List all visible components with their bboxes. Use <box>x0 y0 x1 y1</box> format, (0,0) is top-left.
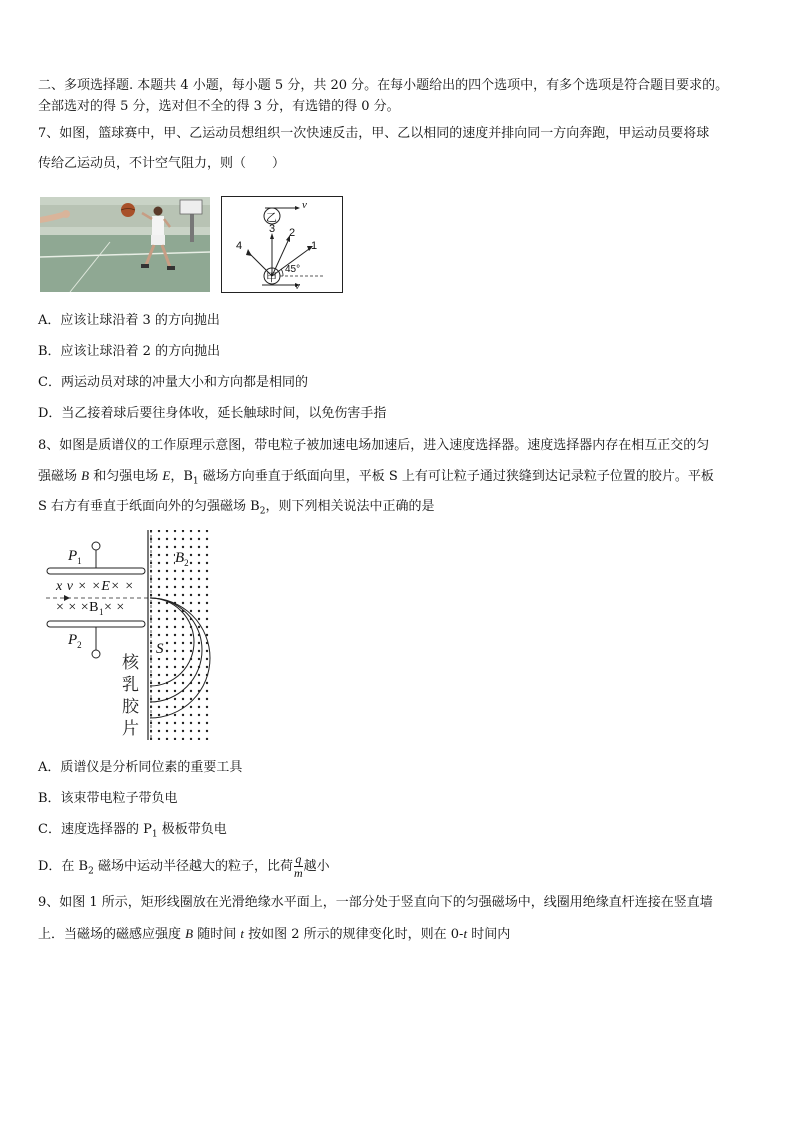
q7-stem-line1: 7、如图，篮球赛中，甲、乙运动员想组织一次快速反击，甲、乙以相同的速度并排向同一方向奔跑，甲运动员要将球 <box>38 126 710 141</box>
q7-label-v-top: v <box>302 199 307 211</box>
q9-stem-line2: 上．当磁场的磁感应强度 B 随时间 t 按如图 2 所示的规律变化时，则在 0-t 时间内 <box>38 926 511 942</box>
slit-s-label: S <box>156 641 164 657</box>
q7-option-a[interactable]: A．应该让球沿着 3 的方向抛出 <box>38 313 220 328</box>
plate-p1-label: $P_1$ <box>68 548 82 566</box>
q7-label-v-bottom: v <box>295 280 300 292</box>
q8-option-a[interactable]: A．质谱仪是分析同位素的重要工具 <box>38 760 243 775</box>
q7-option-c[interactable]: C．两运动员对球的冲量大小和方向都是相同的 <box>38 375 308 390</box>
q7-label-angle: 45° <box>285 264 301 275</box>
section-header-line2: 全部选对的得 5 分，选对但不全的得 3 分，有选错的得 0 分。 <box>38 99 400 114</box>
q8-option-b[interactable]: B．该束带电粒子带负电 <box>38 791 178 806</box>
q8-stem-line3: S 右方有垂直于纸面向外的匀强磁场 $B_2$，则下列相关说法中正确的是 <box>38 499 435 517</box>
q7-option-d[interactable]: D．当乙接着球后要往身体收，延长触球时间，以免伤害手指 <box>38 406 387 421</box>
charge-mass-ratio: $\frac{q}{m}$ <box>293 852 303 880</box>
field-row-bottom: × × $\times B_1\times$ × <box>56 600 125 617</box>
q7-stem-line2: 传给乙运动员，不计空气阻力，则（ ） <box>38 156 286 171</box>
q7-label-yi: 乙 <box>266 211 277 224</box>
q7-label-3: 3 <box>269 223 276 235</box>
field-b2-label: $B_2$ <box>175 550 189 568</box>
q8-option-d[interactable]: D．在 $B_2$ 磁场中运动半径越大的粒子，比荷 $\frac{q}{m}$ 越小 <box>38 852 330 880</box>
q7-label-4: 4 <box>236 240 243 252</box>
mass-spectrometer-diagram <box>44 528 214 747</box>
q7-option-b[interactable]: B．应该让球沿着 2 的方向抛出 <box>38 344 221 359</box>
q8-option-c[interactable]: C．速度选择器的 $P_1$ 极板带负电 <box>38 822 227 840</box>
q7-label-2: 2 <box>289 227 296 239</box>
film-label: 核 乳 胶 片 <box>122 653 139 739</box>
q7-direction-diagram <box>221 196 343 297</box>
basketball-photo <box>40 197 210 292</box>
q9-stem-line1: 9、如图 1 所示，矩形线圈放在光滑绝缘水平面上，一部分处于竖直向下的匀强磁场中，线圈用绝缘直杆连接在竖直墙 <box>38 895 713 910</box>
section-header-line1: 二、多项选择题. 本题共 4 小题，每小题 5 分，共 20 分。在每小题给出的四个选项中，有多个选项是符合题目要求的。 <box>38 78 729 93</box>
q7-label-1: 1 <box>311 240 318 252</box>
q8-stem-line1: 8、如图是质谱仪的工作原理示意图，带电粒子被加速电场加速后，进入速度选择器。速度选择器内存在相互正交的匀 <box>38 438 710 453</box>
plate-p2-label: $P_2$ <box>68 632 82 650</box>
field-row-top: x v × ×E× × <box>56 579 135 594</box>
q7-label-jia: 甲 <box>266 271 277 284</box>
q8-stem-line2: 强磁场 B 和匀强电场 E，$B_1$ 磁场方向垂直于纸面向里，平板 S 上有可让粒子通过狭缝到达记录粒子位置的胶片。平板 <box>38 468 714 487</box>
